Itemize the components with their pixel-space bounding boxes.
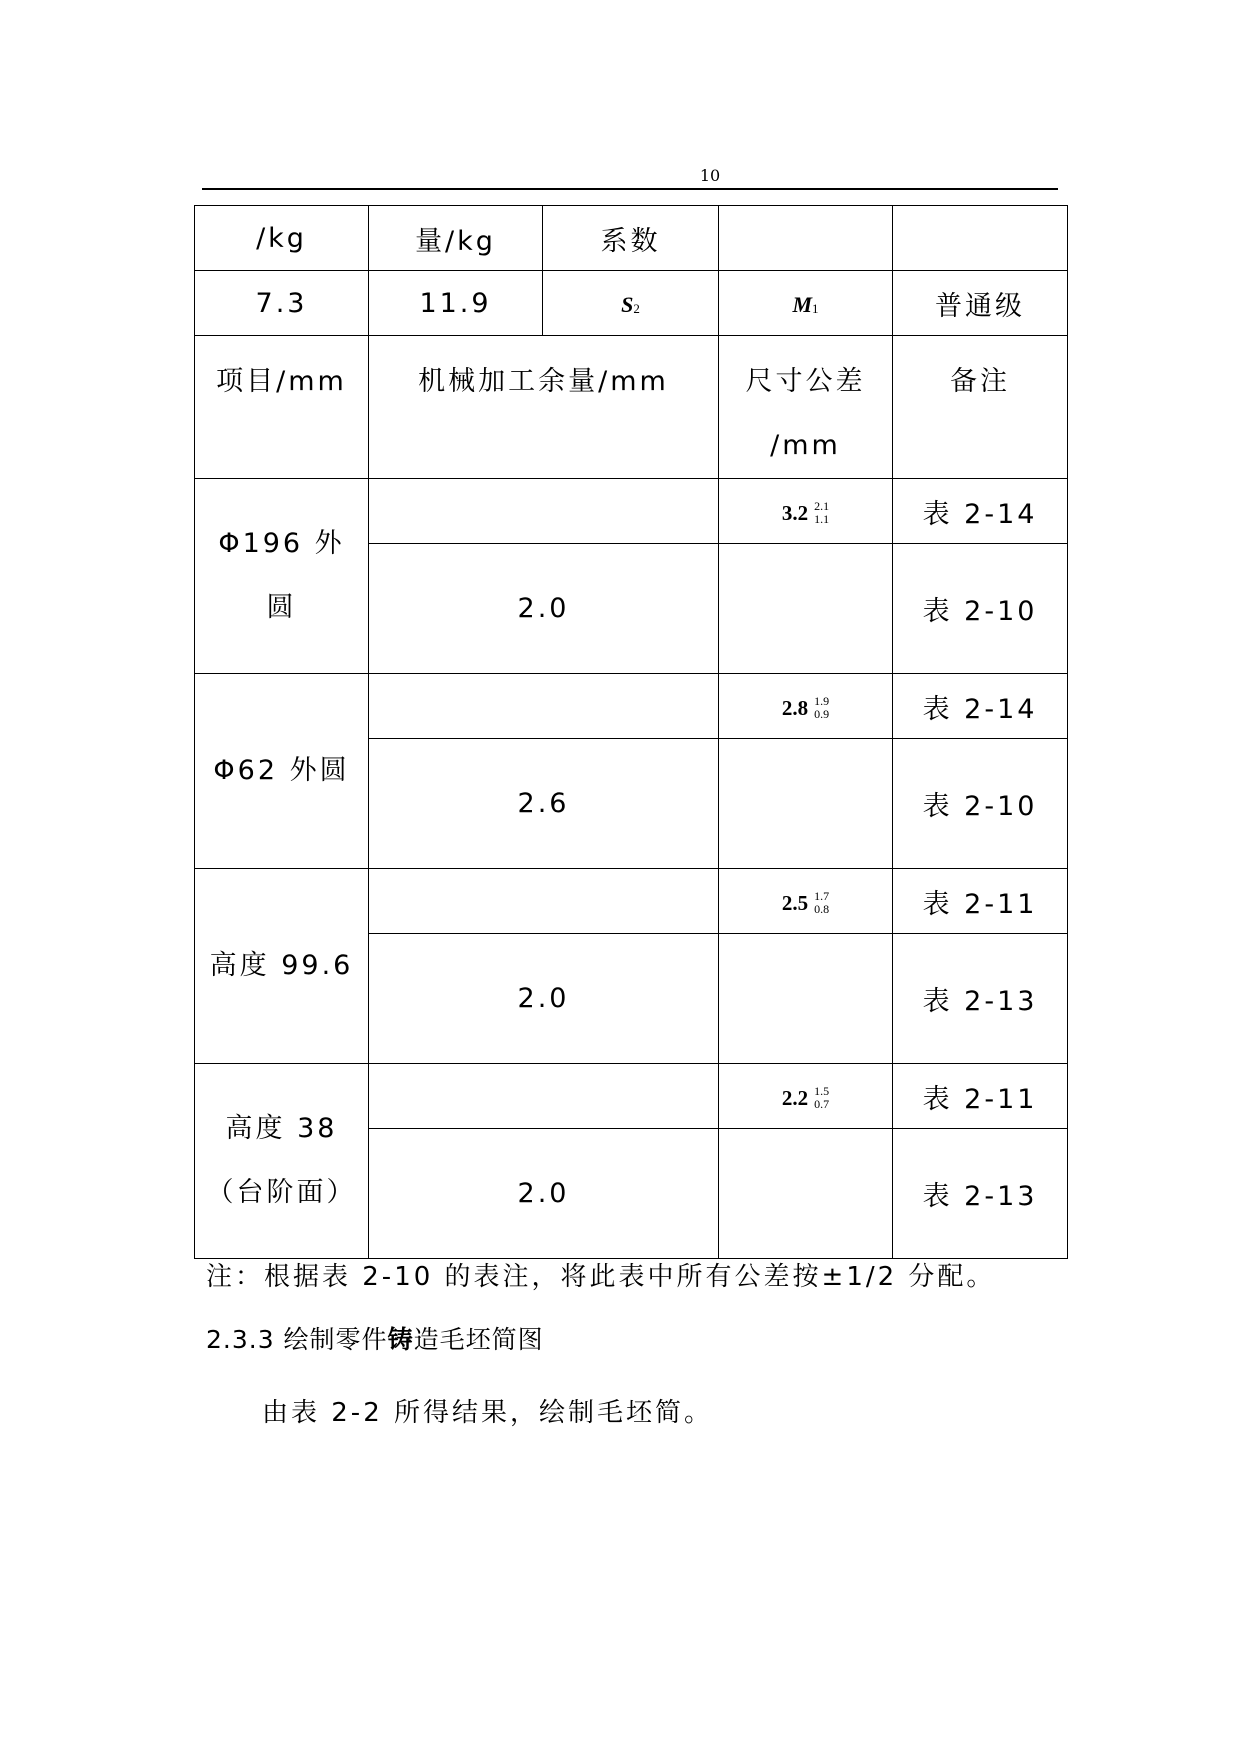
- table-cell: [893, 206, 1068, 271]
- allowance-cell: 2.0: [369, 544, 719, 674]
- column-header-item: 项目/mm: [195, 336, 369, 479]
- empty-cell: [369, 479, 719, 544]
- column-header-tolerance: 尺寸公差 /mm: [719, 336, 893, 479]
- header-rule: [202, 188, 1058, 190]
- material-cell: [719, 271, 893, 336]
- allowance-table: [194, 205, 1068, 1259]
- item-cell: Φ62 外圆: [195, 674, 369, 869]
- column-header-allowance: 机械加工余量/mm: [369, 336, 719, 479]
- remark-cell: 表 2-10: [893, 739, 1068, 869]
- page-number: 10: [699, 166, 721, 185]
- tolerance-cell: 2.2 1.5 0.7: [719, 1064, 893, 1129]
- empty-cell: [719, 739, 893, 869]
- table-row: [195, 674, 1068, 739]
- grade-cell: 普通级: [893, 271, 1068, 336]
- section-heading: 2.3.3 绘制零件铸造毛坯简图: [206, 1325, 544, 1354]
- tolerance-cell: 3.2 2.1 1.1: [719, 479, 893, 544]
- table-row: [195, 271, 1068, 336]
- table-header-row: [195, 336, 1068, 479]
- remark-cell: 表 2-11: [893, 869, 1068, 934]
- item-cell: 高度 99.6: [195, 869, 369, 1064]
- body-paragraph: 由表 2-2 所得结果，绘制毛坯简。: [262, 1398, 713, 1428]
- empty-cell: [369, 674, 719, 739]
- remark-cell: 表 2-11: [893, 1064, 1068, 1129]
- item-cell: Φ196 外 圆: [195, 479, 369, 674]
- mass-cell: 7.3: [195, 271, 369, 336]
- table-row: [195, 869, 1068, 934]
- table-row: [195, 206, 1068, 271]
- table-row: [195, 479, 1068, 544]
- remark-cell: 表 2-13: [893, 1129, 1068, 1259]
- complexity-symbol: $S_2$: [621, 291, 640, 317]
- remark-cell: 表 2-13: [893, 934, 1068, 1064]
- empty-cell: [719, 934, 893, 1064]
- empty-cell: [369, 869, 719, 934]
- allowance-cell: 2.6: [369, 739, 719, 869]
- empty-cell: [369, 1064, 719, 1129]
- table-cell: /kg: [195, 206, 369, 271]
- empty-cell: [719, 1129, 893, 1259]
- allowance-cell: 2.0: [369, 1129, 719, 1259]
- tolerance-cell: 2.5 1.7 0.8: [719, 869, 893, 934]
- column-header-remark: 备注: [893, 336, 1068, 479]
- material-symbol: $M_1$: [792, 291, 819, 317]
- remark-cell: 表 2-14: [893, 479, 1068, 544]
- item-cell: 高度 38 （台阶面）: [195, 1064, 369, 1259]
- remark-cell: 表 2-10: [893, 544, 1068, 674]
- table-cell: 系数: [543, 206, 719, 271]
- remark-cell: 表 2-14: [893, 674, 1068, 739]
- complexity-cell: [543, 271, 719, 336]
- table-note: 注：根据表 2-10 的表注，将此表中所有公差按±1/2 分配。: [206, 1262, 996, 1292]
- empty-cell: [719, 544, 893, 674]
- table-cell: 量/kg: [369, 206, 543, 271]
- tolerance-cell: 2.8 1.9 0.9: [719, 674, 893, 739]
- mass-cell: 11.9: [369, 271, 543, 336]
- table-cell: [719, 206, 893, 271]
- allowance-cell: 2.0: [369, 934, 719, 1064]
- table-row: [195, 1064, 1068, 1129]
